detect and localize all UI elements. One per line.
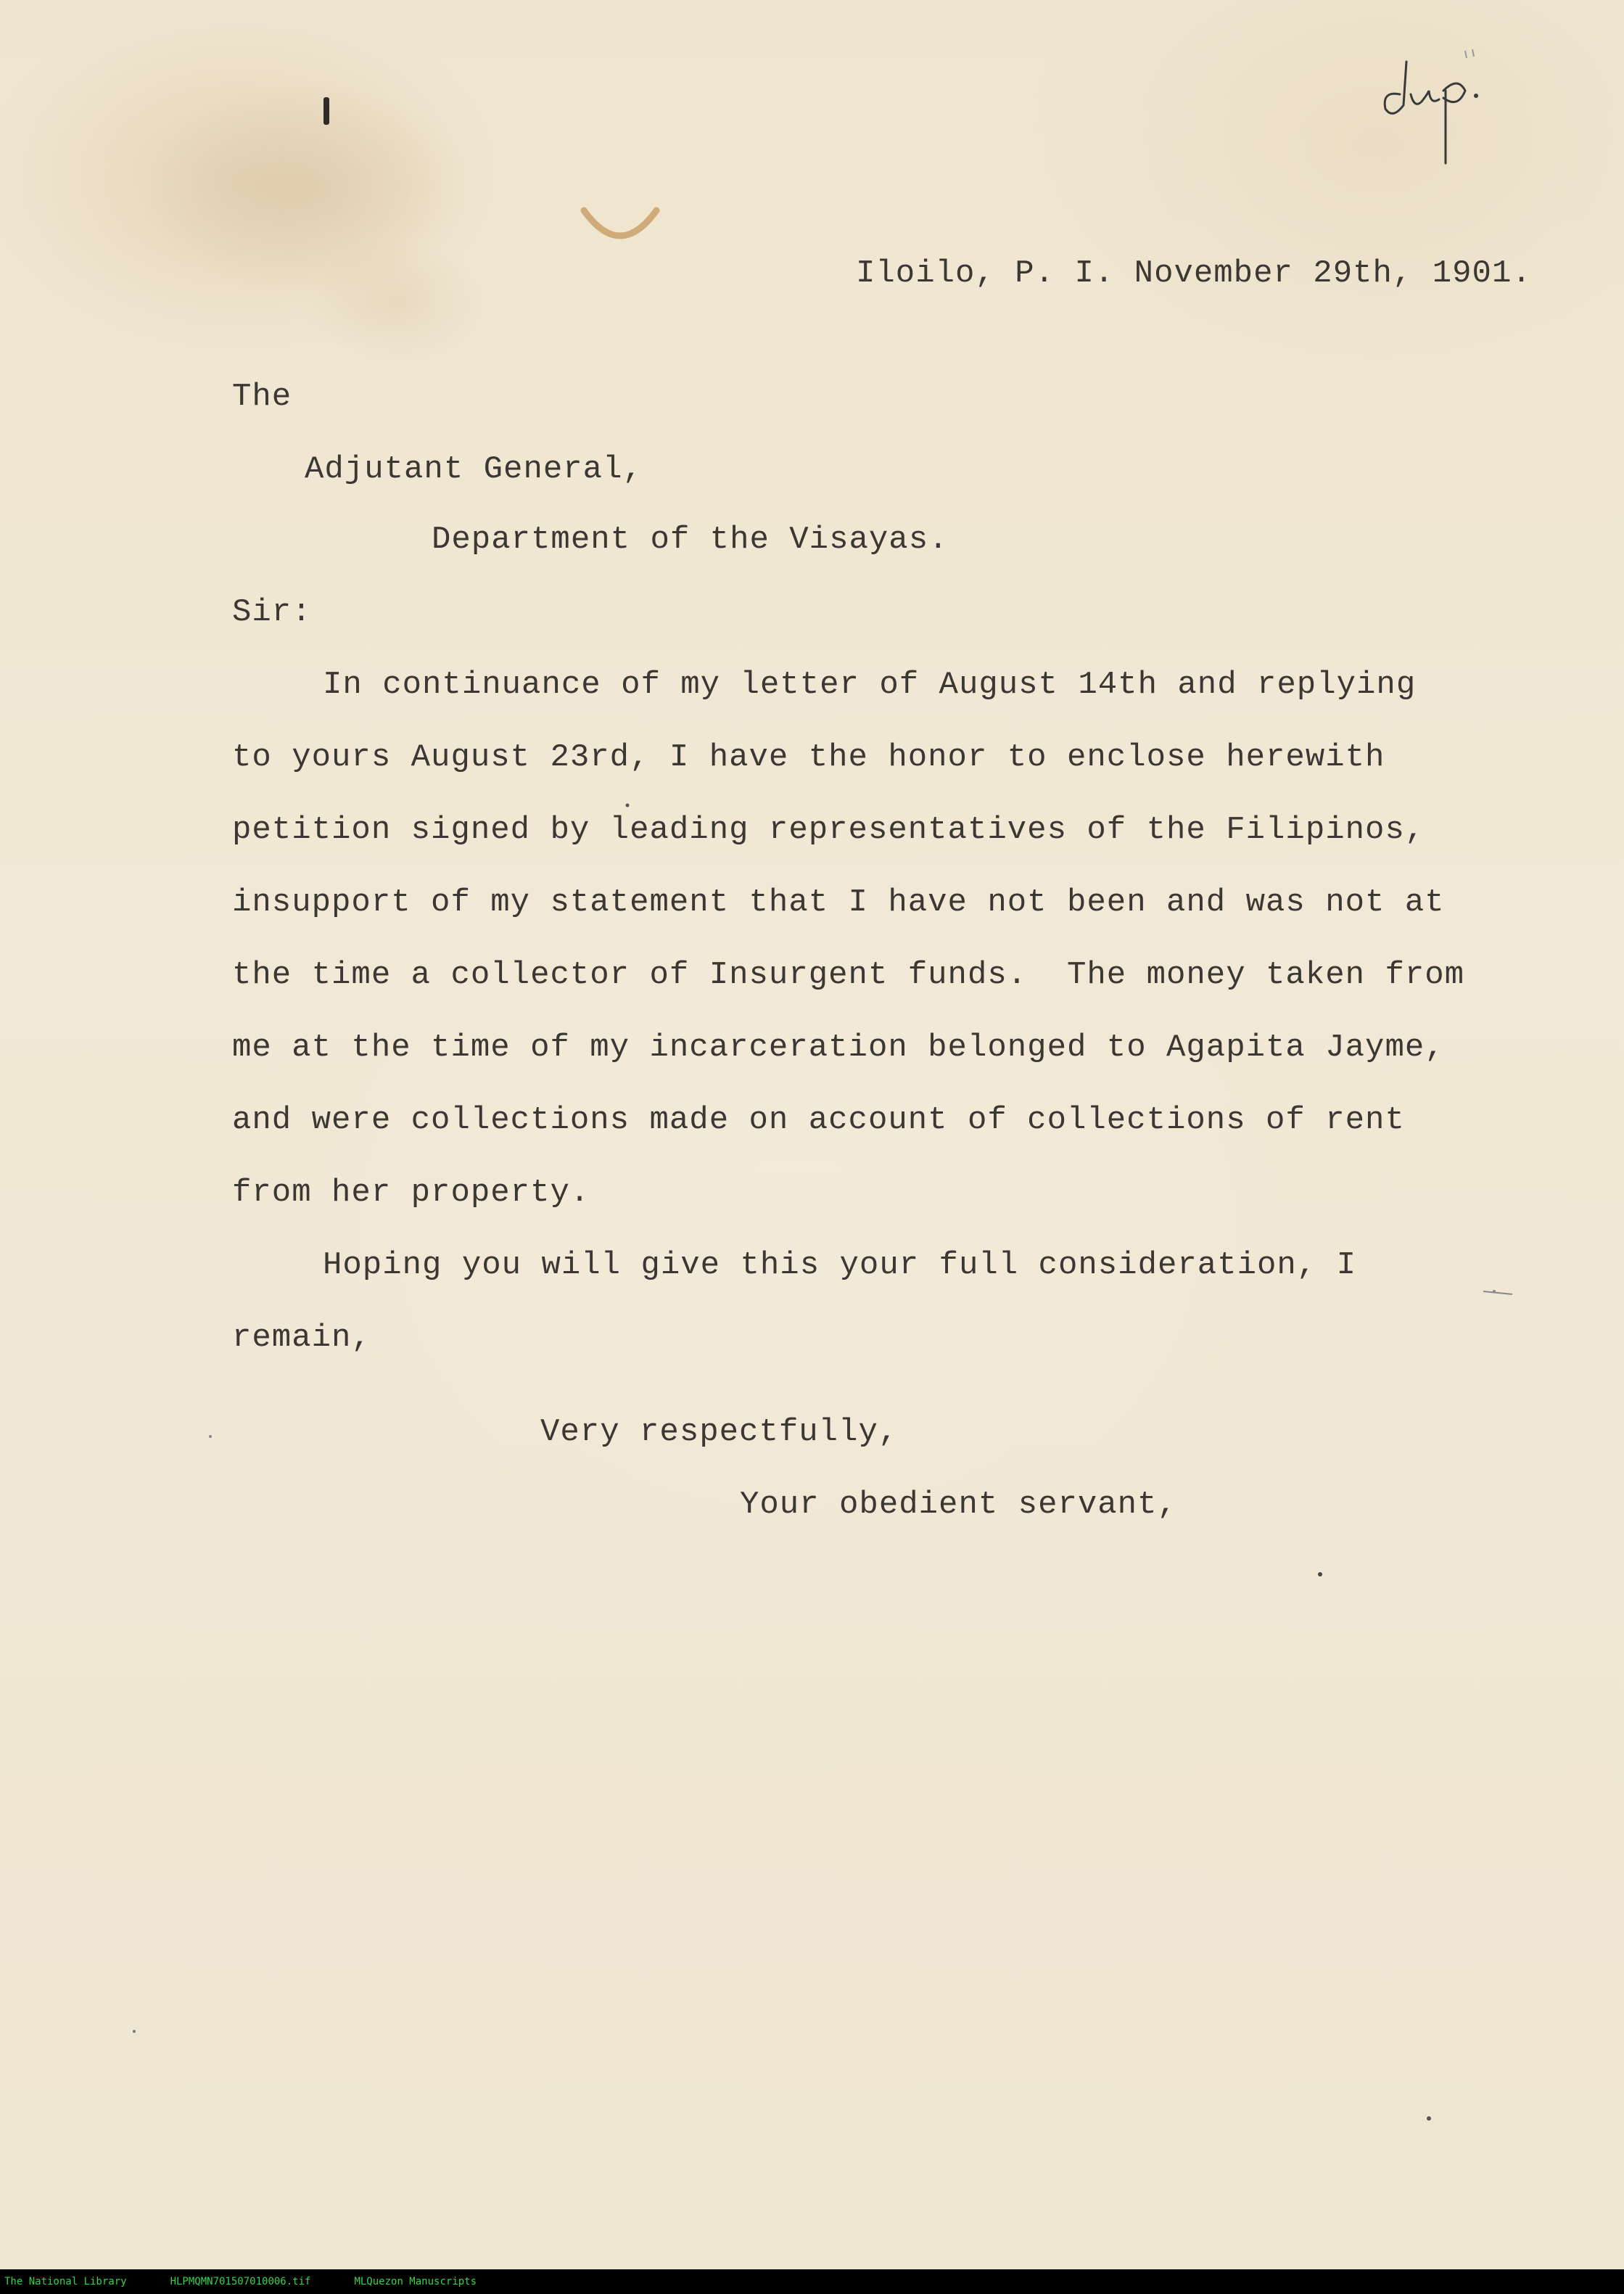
archive-footer <box>0 2269 1624 2294</box>
complimentary-close: Very respectfully, <box>540 1414 899 1450</box>
signature-line: Your obedient servant, <box>740 1487 1177 1523</box>
body-line: and were collections made on account of collections of rent <box>232 1102 1405 1138</box>
addressee-department: Department of the Visayas. <box>432 522 949 558</box>
body-line: from her property. <box>232 1175 590 1211</box>
closing-line: Hoping you will give this your full consideration, I <box>323 1247 1357 1283</box>
addressee-line-the: The <box>232 379 292 415</box>
footer-collection: MLQuezon Manuscripts <box>354 2276 477 2287</box>
body-line: to yours August 23rd, I have the honor to enclose herewith <box>232 739 1385 776</box>
body-line: me at the time of my incarceration belonged to Agapita Jayme, <box>232 1029 1445 1066</box>
body-line: petition signed by leading representatives of the Filipinos, <box>232 812 1425 848</box>
salutation: Sir: <box>232 594 312 630</box>
body-line: insupport of my statement that I have not been and was not at <box>232 884 1445 921</box>
footer-file-name: HLPMQMN701507010006.tif <box>170 2276 311 2287</box>
footer-institution: The National Library <box>4 2276 127 2287</box>
body-line: the time a collector of Insurgent funds. The money taken from <box>232 957 1465 993</box>
addressee-title: Adjutant General, <box>305 451 643 488</box>
body-line: In continuance of my letter of August 14th and replying <box>323 667 1417 703</box>
dateline: Iloilo, P. I. November 29th, 1901. <box>856 255 1532 292</box>
closing-line: remain, <box>232 1320 371 1356</box>
